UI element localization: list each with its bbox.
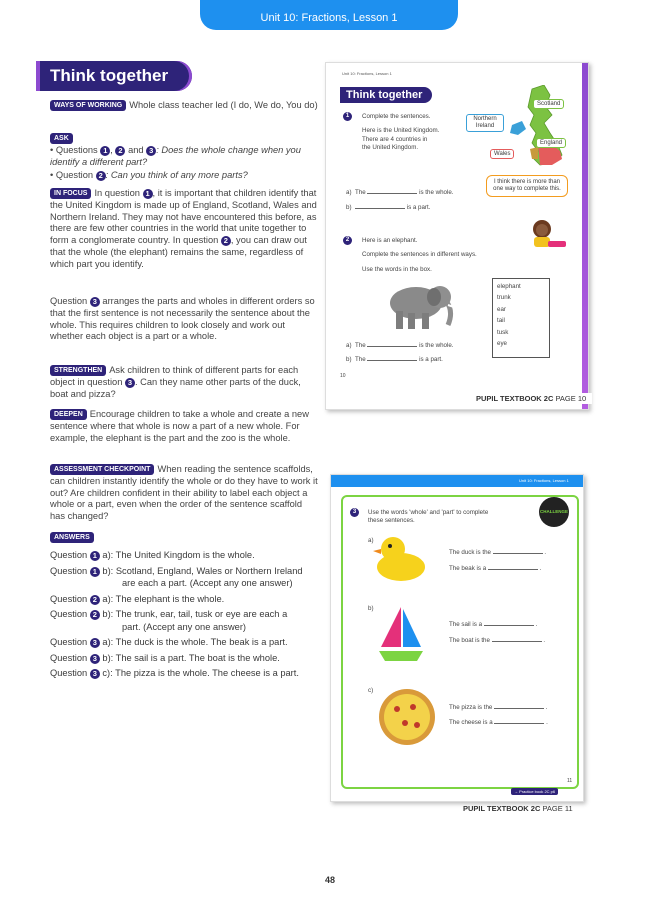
num-badge: 3: [90, 654, 100, 664]
page10-q2-line3: Use the words in the box.: [362, 266, 432, 273]
q3-prefix: Question: [50, 296, 88, 306]
page10-q2-line2: Complete the sentences in different ways.: [362, 251, 477, 258]
answers-tag: ANSWERS: [50, 532, 94, 543]
answer-item: [50, 652, 320, 664]
answer-text: a): The duck is the whole. The beak is a part.: [102, 637, 288, 647]
infocus-tag: IN FOCUS: [50, 188, 91, 199]
answer-continuation: are each a part. (Accept any one answer): [122, 578, 293, 588]
answer-text: b): Scotland, England, Wales or Northern Ireland: [102, 565, 303, 576]
word-box-item: elephant: [497, 283, 521, 290]
textbook-page-10: [325, 62, 589, 410]
strengthen-text: . Can they name other parts of the duck, boat and pizza?: [50, 376, 301, 399]
page11-number: 11: [567, 778, 573, 784]
answer-prefix: Question: [50, 637, 88, 647]
q2b-end: is a part.: [419, 356, 443, 363]
num-badge: 2: [115, 146, 125, 156]
page11-a-label: a): [368, 537, 374, 544]
word-box-item: tail: [497, 317, 505, 325]
strengthen-tag: STRENGTHEN: [50, 365, 106, 376]
answer-prefix: Question: [50, 652, 88, 663]
assessment-text: When reading the sentence scaffolds, can children instantly identify the whole or do they have to work it out? Are children confident in their ability to label each object a whole or a part, even when the order of the sentence scaffold has changed?: [50, 464, 318, 522]
deepen-section: [50, 409, 318, 444]
ask-q1-prefix: Questions: [55, 145, 98, 155]
ways-text: Whole class teacher led (I do, We do, You do): [129, 100, 318, 110]
ask-q1: • Questions 1 , 2 and 3 : Does the whole change when you identify a different part?: [50, 145, 301, 167]
question3-note: [50, 296, 318, 343]
ask-q2-text: : Can you think of any more parts?: [105, 170, 248, 180]
num-badge: 2: [90, 595, 100, 605]
q2a-label: a): [346, 342, 352, 349]
c-s1: The pizza is the: [449, 704, 493, 711]
page11-c-s1: The pizza is the .: [449, 704, 548, 711]
answer-prefix: Question: [50, 593, 88, 604]
deepen-text: Encourage children to take a whole and create a new sentence where that whole is now a part of a new whole. For example, the elephant is the part and the zoo is the whole.: [50, 409, 309, 443]
practice-book-tag: → Practice book 2C p6: [511, 788, 558, 795]
duck-icon: [371, 531, 433, 583]
answer-continuation: part. (Accept any one answer): [122, 621, 247, 632]
ways-of-working-section: [50, 100, 318, 112]
infocus-text: , you can draw out that the whole (the elephant) remains the same, regardless of which part you identify.: [50, 235, 307, 269]
word-box-item: tusk: [497, 328, 509, 336]
assessment-tag: ASSESSMENT CHECKPOINT: [50, 464, 154, 475]
word-box: [492, 278, 550, 358]
answer-item: [50, 608, 320, 620]
b-s2: The boat is the: [449, 637, 490, 644]
answer-prefix: Question: [50, 565, 88, 576]
ask-q1-text: : Does the whole change when you identify a different part?: [50, 145, 301, 167]
footer-book: PUPIL TEXTBOOK 2C: [476, 394, 554, 403]
ask-q2-prefix: Question: [55, 170, 94, 180]
page10-q1-line2: Here is the United Kingdom.: [362, 127, 440, 134]
answer-text: b): The trunk, ear, tail, tusk or eye are each a: [102, 609, 288, 619]
page11-q3-line2: these sentences.: [368, 517, 415, 524]
a-s1: The duck is the: [449, 549, 491, 556]
ask-q2: • Question 2 : Can you think of any more parts?: [50, 170, 248, 180]
pizza-icon: [377, 687, 437, 747]
in-focus-section: [50, 188, 318, 271]
ask-section: [50, 133, 318, 145]
page10-q2-line1: Here is an elephant.: [362, 237, 418, 244]
answer-text: b): The sail is a part. The boat is the whole.: [102, 652, 280, 663]
q2b-label: b): [346, 356, 352, 363]
infocus-text: In question: [94, 188, 140, 198]
c-s2: The cheese is a: [449, 719, 493, 726]
answer-prefix: Question: [50, 550, 88, 560]
a-the: The: [354, 189, 366, 196]
unit-tab: Unit 10: Fractions, Lesson 1: [200, 0, 458, 30]
ask-tag: ASK: [50, 133, 73, 144]
infocus-text: , it is important that children identify that the United Kingdom is made up of England, Scotland, Wales and Northern Ireland. They may not have encountered this before, as there are few other countries in the world that unite together to form a conglomerate country. In question: [50, 188, 317, 246]
a-s2: The beak is a: [449, 565, 487, 572]
child-character-icon: [526, 213, 568, 253]
page11-b-s1: The sail is a .: [449, 621, 538, 628]
challenge-badge: CHALLENGE: [539, 497, 569, 527]
answers-heading: [50, 532, 318, 544]
strengthen-section: [50, 365, 318, 400]
word-box-item: trunk: [497, 294, 511, 302]
a-label: a): [346, 189, 352, 196]
ways-tag: WAYS OF WORKING: [50, 100, 126, 111]
answer-item: [50, 636, 320, 648]
page10-number: 10: [340, 373, 346, 379]
answer-prefix: Question: [50, 668, 88, 678]
page10-q1-badge: 1: [343, 112, 352, 121]
strengthen-text: Ask children to think of different parts for each object in question: [50, 365, 299, 387]
answer-text: c): The pizza is the whole. The cheese is a part.: [102, 668, 299, 678]
answer-item: [50, 667, 320, 679]
page10-q1-line4: the United Kingdom.: [362, 144, 419, 151]
sailboat-icon: [377, 603, 427, 667]
assessment-section: [50, 464, 318, 523]
page11-c-s2: The cheese is a .: [449, 719, 548, 726]
answer-text: a): The United Kingdom is the whole.: [102, 550, 255, 560]
page10-q2b: [346, 354, 443, 364]
elephant-icon: [382, 277, 454, 333]
page10-q2-badge: 2: [343, 236, 352, 245]
answer-item: [50, 593, 320, 605]
page10-a: [346, 187, 454, 197]
page11-b-label: b): [368, 605, 374, 612]
map-label-scotland: Scotland: [533, 99, 564, 109]
page11-a-s2: The beak is a .: [449, 565, 542, 572]
page10-q1-line1: Complete the sentences.: [362, 113, 431, 120]
map-label-wales: Wales: [490, 149, 514, 159]
word-box-item: eye: [497, 340, 507, 348]
num-badge: 1: [143, 189, 153, 199]
num-badge: 2: [96, 171, 106, 181]
footer-book: PUPIL TEXTBOOK 2C: [463, 804, 541, 813]
page11-unit: Unit 10: Fractions, Lesson 1: [519, 478, 569, 483]
page10-q1-line3: There are 4 countries in: [362, 136, 428, 143]
footer-page: PAGE 10: [555, 394, 587, 403]
answers-list: [50, 549, 320, 683]
speech-bubble: I think there is more than one way to complete this.: [486, 175, 568, 197]
map-label-northern-ireland: Northern Ireland: [466, 114, 504, 132]
a-end: is the whole.: [419, 189, 454, 196]
b-s1: The sail is a: [449, 621, 483, 628]
page10-q2a: [346, 340, 454, 350]
answer-text: a): The elephant is the whole.: [102, 593, 225, 604]
q3-text: arranges the parts and wholes in different orders so that the first sentence is not necessarily the sentence about the whole. This requires children to look closely and work out whether each object is a part or a whole.: [50, 296, 315, 342]
b-end: is a part.: [406, 204, 431, 211]
page11-q3-badge: 3: [350, 508, 359, 517]
page11-q3-line1: Use the words 'whole' and 'part' to complete: [368, 509, 489, 516]
num-badge: 3: [125, 378, 135, 388]
num-badge: 3: [90, 669, 100, 679]
page-edge: [582, 63, 588, 409]
answer-item: [50, 565, 320, 577]
page10-unit: Unit 10: Fractions, Lesson 1: [342, 71, 392, 76]
page11-a-s1: The duck is the .: [449, 549, 547, 556]
textbook-page-11: [330, 474, 584, 802]
num-badge: 3: [146, 146, 156, 156]
sep: and: [128, 145, 144, 155]
num-badge: 3: [90, 297, 100, 307]
page11-c-label: c): [368, 687, 374, 694]
page10-b: [346, 202, 430, 212]
deepen-tag: DEEPEN: [50, 409, 87, 420]
page-number: 48: [324, 875, 335, 885]
num-badge: 2: [221, 236, 231, 246]
b-label: b): [346, 204, 352, 211]
num-badge: 1: [90, 567, 100, 577]
think-together-heading: Think together: [40, 61, 192, 91]
num-badge: 1: [90, 551, 100, 561]
page11-footer: [463, 804, 573, 813]
q2a-end: is the whole.: [419, 342, 454, 349]
sep: ,: [110, 145, 113, 155]
answer-prefix: Question: [50, 609, 88, 619]
word-box-item: ear: [497, 305, 506, 313]
footer-page: PAGE 11: [542, 804, 573, 813]
map-label-england: England: [536, 138, 566, 148]
q2b-the: The: [354, 356, 366, 363]
page10-footer: [470, 393, 592, 404]
num-badge: 2: [90, 610, 100, 620]
num-badge: 1: [100, 146, 110, 156]
num-badge: 3: [90, 638, 100, 648]
answer-item: [50, 549, 320, 561]
q2a-the: The: [354, 342, 366, 349]
page10-title: Think together: [340, 87, 432, 103]
page11-b-s2: The boat is the .: [449, 637, 546, 644]
